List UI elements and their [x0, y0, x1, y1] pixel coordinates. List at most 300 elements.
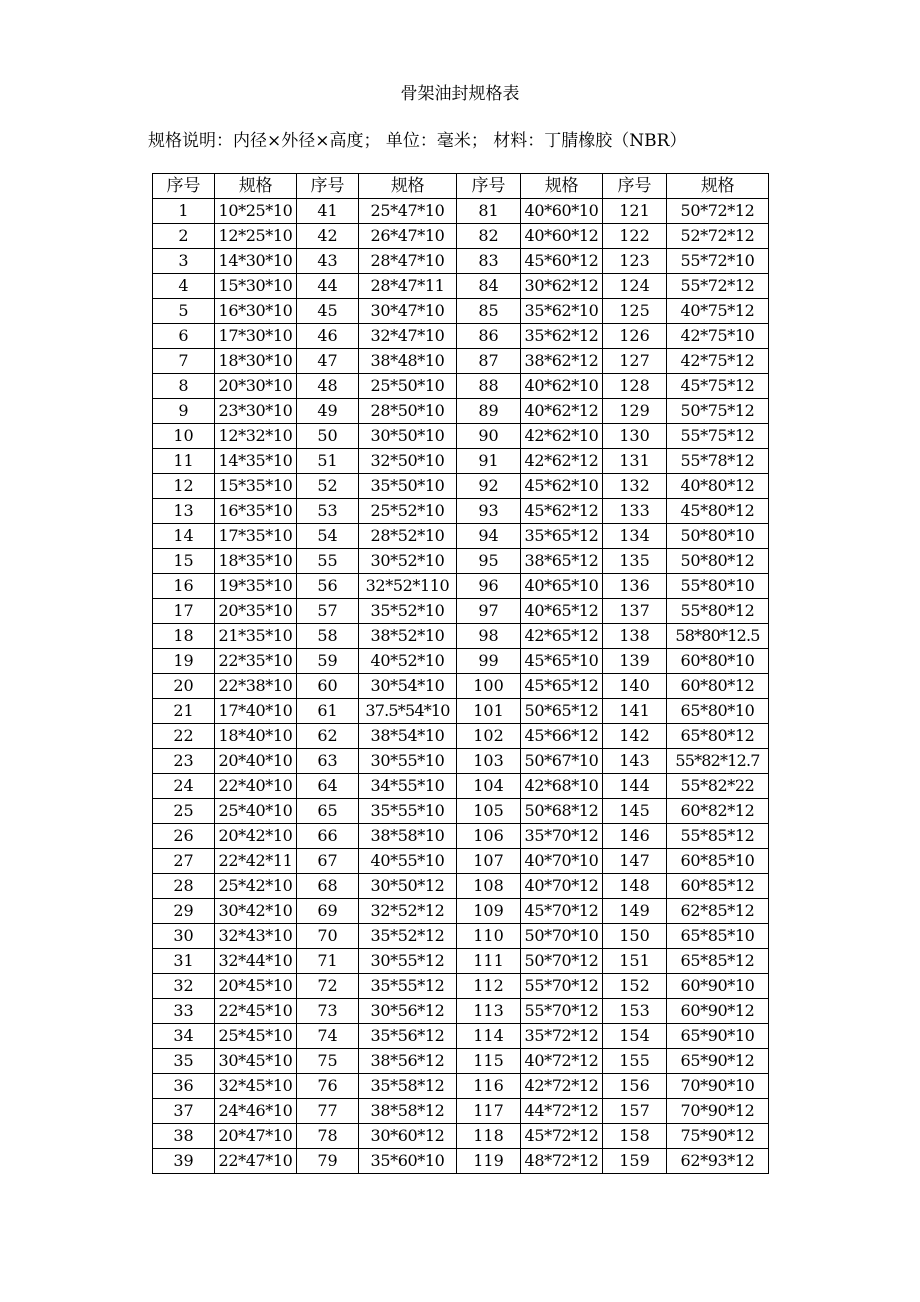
spec-cell: 40*65*10 — [521, 574, 603, 599]
spec-cell: 60*82*12 — [667, 799, 769, 824]
row-index-cell: 85 — [457, 299, 521, 324]
spec-cell: 17*40*10 — [215, 699, 297, 724]
table-row — [153, 649, 769, 674]
header-spec: 规格 — [667, 174, 769, 199]
spec-cell: 12*25*10 — [215, 224, 297, 249]
table-row — [153, 1049, 769, 1074]
table-row — [153, 1149, 769, 1174]
row-index-cell: 77 — [297, 1099, 359, 1124]
row-index-cell: 136 — [603, 574, 667, 599]
spec-cell: 42*75*12 — [667, 349, 769, 374]
row-index-cell: 108 — [457, 874, 521, 899]
table-row — [153, 924, 769, 949]
spec-cell: 55*72*12 — [667, 274, 769, 299]
header-index: 序号 — [457, 174, 521, 199]
row-index-cell: 83 — [457, 249, 521, 274]
spec-cell: 40*52*10 — [359, 649, 457, 674]
table-row — [153, 1124, 769, 1149]
row-index-cell: 47 — [297, 349, 359, 374]
spec-cell: 45*70*12 — [521, 899, 603, 924]
row-index-cell: 147 — [603, 849, 667, 874]
row-index-cell: 56 — [297, 574, 359, 599]
spec-cell: 22*38*10 — [215, 674, 297, 699]
table-row — [153, 874, 769, 899]
spec-cell: 22*42*11 — [215, 849, 297, 874]
spec-cell: 19*35*10 — [215, 574, 297, 599]
spec-cell: 60*90*10 — [667, 974, 769, 999]
spec-description: 规格说明：内径×外径×高度； 单位：毫米； 材料：丁腈橡胶（NBR） — [148, 131, 687, 151]
table-row — [153, 899, 769, 924]
spec-cell: 40*55*10 — [359, 849, 457, 874]
row-index-cell: 69 — [297, 899, 359, 924]
spec-cell: 60*85*12 — [667, 874, 769, 899]
row-index-cell: 79 — [297, 1149, 359, 1174]
row-index-cell: 11 — [153, 449, 215, 474]
spec-cell: 55*78*12 — [667, 449, 769, 474]
spec-cell: 14*35*10 — [215, 449, 297, 474]
table-row — [153, 699, 769, 724]
spec-cell: 30*54*10 — [359, 674, 457, 699]
spec-cell: 55*82*12.7 — [667, 749, 769, 774]
table-row — [153, 474, 769, 499]
row-index-cell: 55 — [297, 549, 359, 574]
table-row — [153, 274, 769, 299]
row-index-cell: 106 — [457, 824, 521, 849]
row-index-cell: 76 — [297, 1074, 359, 1099]
spec-cell: 17*30*10 — [215, 324, 297, 349]
row-index-cell: 142 — [603, 724, 667, 749]
spec-cell: 75*90*12 — [667, 1124, 769, 1149]
row-index-cell: 50 — [297, 424, 359, 449]
spec-cell: 40*80*12 — [667, 474, 769, 499]
row-index-cell: 82 — [457, 224, 521, 249]
spec-cell: 50*70*12 — [521, 949, 603, 974]
table-row — [153, 399, 769, 424]
spec-cell: 35*62*12 — [521, 324, 603, 349]
row-index-cell: 152 — [603, 974, 667, 999]
row-index-cell: 74 — [297, 1024, 359, 1049]
spec-cell: 12*32*10 — [215, 424, 297, 449]
spec-cell: 45*60*12 — [521, 249, 603, 274]
row-index-cell: 48 — [297, 374, 359, 399]
row-index-cell: 14 — [153, 524, 215, 549]
spec-cell: 35*65*12 — [521, 524, 603, 549]
row-index-cell: 100 — [457, 674, 521, 699]
row-index-cell: 6 — [153, 324, 215, 349]
row-index-cell: 20 — [153, 674, 215, 699]
spec-cell: 18*35*10 — [215, 549, 297, 574]
spec-cell: 38*62*12 — [521, 349, 603, 374]
spec-cell: 45*72*12 — [521, 1124, 603, 1149]
row-index-cell: 1 — [153, 199, 215, 224]
row-index-cell: 52 — [297, 474, 359, 499]
row-index-cell: 102 — [457, 724, 521, 749]
table-header — [153, 174, 769, 199]
row-index-cell: 2 — [153, 224, 215, 249]
spec-cell: 50*65*12 — [521, 699, 603, 724]
spec-cell: 42*75*10 — [667, 324, 769, 349]
row-index-cell: 43 — [297, 249, 359, 274]
spec-cell: 38*65*12 — [521, 549, 603, 574]
spec-cell: 50*67*10 — [521, 749, 603, 774]
row-index-cell: 62 — [297, 724, 359, 749]
table-row — [153, 674, 769, 699]
row-index-cell: 95 — [457, 549, 521, 574]
spec-cell: 15*30*10 — [215, 274, 297, 299]
spec-cell: 55*85*12 — [667, 824, 769, 849]
row-index-cell: 117 — [457, 1099, 521, 1124]
row-index-cell: 12 — [153, 474, 215, 499]
spec-cell: 55*82*22 — [667, 774, 769, 799]
spec-cell: 24*46*10 — [215, 1099, 297, 1124]
spec-cell: 18*40*10 — [215, 724, 297, 749]
spec-cell: 38*56*12 — [359, 1049, 457, 1074]
spec-cell: 26*47*10 — [359, 224, 457, 249]
table-row — [153, 849, 769, 874]
spec-cell: 22*35*10 — [215, 649, 297, 674]
spec-cell: 42*72*12 — [521, 1074, 603, 1099]
table-row — [153, 549, 769, 574]
row-index-cell: 41 — [297, 199, 359, 224]
row-index-cell: 49 — [297, 399, 359, 424]
row-index-cell: 155 — [603, 1049, 667, 1074]
header-spec: 规格 — [359, 174, 457, 199]
row-index-cell: 29 — [153, 899, 215, 924]
spec-cell: 20*30*10 — [215, 374, 297, 399]
row-index-cell: 67 — [297, 849, 359, 874]
spec-cell: 32*52*12 — [359, 899, 457, 924]
row-index-cell: 9 — [153, 399, 215, 424]
spec-cell: 50*70*10 — [521, 924, 603, 949]
row-index-cell: 19 — [153, 649, 215, 674]
spec-cell: 42*68*10 — [521, 774, 603, 799]
spec-cell: 35*56*12 — [359, 1024, 457, 1049]
spec-cell: 42*62*10 — [521, 424, 603, 449]
spec-cell: 32*43*10 — [215, 924, 297, 949]
row-index-cell: 32 — [153, 974, 215, 999]
row-index-cell: 64 — [297, 774, 359, 799]
table-row — [153, 224, 769, 249]
spec-cell: 35*70*12 — [521, 824, 603, 849]
row-index-cell: 4 — [153, 274, 215, 299]
row-index-cell: 91 — [457, 449, 521, 474]
spec-cell: 25*52*10 — [359, 499, 457, 524]
spec-cell: 30*50*10 — [359, 424, 457, 449]
row-index-cell: 5 — [153, 299, 215, 324]
row-index-cell: 27 — [153, 849, 215, 874]
row-index-cell: 96 — [457, 574, 521, 599]
row-index-cell: 126 — [603, 324, 667, 349]
spec-cell: 48*72*12 — [521, 1149, 603, 1174]
spec-cell: 52*72*12 — [667, 224, 769, 249]
row-index-cell: 81 — [457, 199, 521, 224]
row-index-cell: 13 — [153, 499, 215, 524]
spec-cell: 45*65*12 — [521, 674, 603, 699]
spec-cell: 38*52*10 — [359, 624, 457, 649]
spec-cell: 30*45*10 — [215, 1049, 297, 1074]
row-index-cell: 116 — [457, 1074, 521, 1099]
spec-cell: 45*65*10 — [521, 649, 603, 674]
row-index-cell: 31 — [153, 949, 215, 974]
row-index-cell: 104 — [457, 774, 521, 799]
row-index-cell: 59 — [297, 649, 359, 674]
row-index-cell: 88 — [457, 374, 521, 399]
row-index-cell: 38 — [153, 1124, 215, 1149]
table-row — [153, 624, 769, 649]
row-index-cell: 86 — [457, 324, 521, 349]
spec-cell: 30*42*10 — [215, 899, 297, 924]
header-spec: 规格 — [215, 174, 297, 199]
row-index-cell: 134 — [603, 524, 667, 549]
row-index-cell: 143 — [603, 749, 667, 774]
table-row — [153, 374, 769, 399]
spec-cell: 65*90*12 — [667, 1049, 769, 1074]
header-index: 序号 — [297, 174, 359, 199]
spec-cell: 44*72*12 — [521, 1099, 603, 1124]
spec-cell: 35*60*10 — [359, 1149, 457, 1174]
row-index-cell: 37 — [153, 1099, 215, 1124]
spec-cell: 34*55*10 — [359, 774, 457, 799]
spec-cell: 38*58*10 — [359, 824, 457, 849]
spec-cell: 20*40*10 — [215, 749, 297, 774]
row-index-cell: 89 — [457, 399, 521, 424]
row-index-cell: 109 — [457, 899, 521, 924]
row-index-cell: 123 — [603, 249, 667, 274]
spec-cell: 37.5*54*10 — [359, 699, 457, 724]
row-index-cell: 128 — [603, 374, 667, 399]
spec-cell: 22*45*10 — [215, 999, 297, 1024]
row-index-cell: 135 — [603, 549, 667, 574]
row-index-cell: 44 — [297, 274, 359, 299]
table-row — [153, 599, 769, 624]
row-index-cell: 57 — [297, 599, 359, 624]
table-row — [153, 949, 769, 974]
spec-cell: 35*55*12 — [359, 974, 457, 999]
row-index-cell: 101 — [457, 699, 521, 724]
row-index-cell: 51 — [297, 449, 359, 474]
spec-cell: 40*62*12 — [521, 399, 603, 424]
spec-cell: 20*45*10 — [215, 974, 297, 999]
page-title: 骨架油封规格表 — [400, 84, 520, 104]
row-index-cell: 70 — [297, 924, 359, 949]
row-index-cell: 110 — [457, 924, 521, 949]
spec-cell: 32*45*10 — [215, 1074, 297, 1099]
row-index-cell: 141 — [603, 699, 667, 724]
row-index-cell: 23 — [153, 749, 215, 774]
header-index: 序号 — [603, 174, 667, 199]
row-index-cell: 124 — [603, 274, 667, 299]
spec-cell: 50*80*10 — [667, 524, 769, 549]
spec-cell: 45*80*12 — [667, 499, 769, 524]
spec-cell: 70*90*12 — [667, 1099, 769, 1124]
spec-cell: 50*68*12 — [521, 799, 603, 824]
row-index-cell: 138 — [603, 624, 667, 649]
row-index-cell: 98 — [457, 624, 521, 649]
row-index-cell: 122 — [603, 224, 667, 249]
row-index-cell: 16 — [153, 574, 215, 599]
spec-cell: 22*40*10 — [215, 774, 297, 799]
spec-cell: 45*75*12 — [667, 374, 769, 399]
spec-cell: 32*47*10 — [359, 324, 457, 349]
spec-cell: 30*55*12 — [359, 949, 457, 974]
row-index-cell: 68 — [297, 874, 359, 899]
spec-cell: 40*72*12 — [521, 1049, 603, 1074]
row-index-cell: 78 — [297, 1124, 359, 1149]
row-index-cell: 8 — [153, 374, 215, 399]
row-index-cell: 148 — [603, 874, 667, 899]
row-index-cell: 154 — [603, 1024, 667, 1049]
row-index-cell: 92 — [457, 474, 521, 499]
row-index-cell: 114 — [457, 1024, 521, 1049]
spec-cell: 60*80*12 — [667, 674, 769, 699]
spec-cell: 55*70*12 — [521, 999, 603, 1024]
row-index-cell: 53 — [297, 499, 359, 524]
spec-cell: 55*75*12 — [667, 424, 769, 449]
spec-cell: 35*58*12 — [359, 1074, 457, 1099]
spec-cell: 40*60*10 — [521, 199, 603, 224]
row-index-cell: 22 — [153, 724, 215, 749]
row-index-cell: 3 — [153, 249, 215, 274]
row-index-cell: 35 — [153, 1049, 215, 1074]
row-index-cell: 15 — [153, 549, 215, 574]
row-index-cell: 84 — [457, 274, 521, 299]
row-index-cell: 33 — [153, 999, 215, 1024]
spec-table — [152, 173, 769, 1174]
spec-cell: 16*35*10 — [215, 499, 297, 524]
spec-cell: 40*65*12 — [521, 599, 603, 624]
row-index-cell: 107 — [457, 849, 521, 874]
row-index-cell: 94 — [457, 524, 521, 549]
spec-cell: 32*50*10 — [359, 449, 457, 474]
header-row — [153, 174, 769, 199]
row-index-cell: 71 — [297, 949, 359, 974]
spec-cell: 40*60*12 — [521, 224, 603, 249]
spec-cell: 65*85*12 — [667, 949, 769, 974]
row-index-cell: 125 — [603, 299, 667, 324]
table-row — [153, 574, 769, 599]
spec-cell: 60*90*12 — [667, 999, 769, 1024]
spec-cell: 70*90*10 — [667, 1074, 769, 1099]
spec-cell: 15*35*10 — [215, 474, 297, 499]
row-index-cell: 113 — [457, 999, 521, 1024]
row-index-cell: 105 — [457, 799, 521, 824]
row-index-cell: 24 — [153, 774, 215, 799]
row-index-cell: 145 — [603, 799, 667, 824]
table-row — [153, 824, 769, 849]
spec-cell: 30*47*10 — [359, 299, 457, 324]
table-row — [153, 749, 769, 774]
table-row — [153, 974, 769, 999]
spec-cell: 55*80*10 — [667, 574, 769, 599]
row-index-cell: 18 — [153, 624, 215, 649]
table-row — [153, 999, 769, 1024]
spec-cell: 35*62*10 — [521, 299, 603, 324]
spec-cell: 45*66*12 — [521, 724, 603, 749]
spec-cell: 40*70*12 — [521, 874, 603, 899]
row-index-cell: 10 — [153, 424, 215, 449]
row-index-cell: 61 — [297, 699, 359, 724]
row-index-cell: 130 — [603, 424, 667, 449]
table-row — [153, 249, 769, 274]
spec-cell: 42*62*12 — [521, 449, 603, 474]
row-index-cell: 127 — [603, 349, 667, 374]
table-body — [153, 199, 769, 1174]
spec-cell: 25*50*10 — [359, 374, 457, 399]
row-index-cell: 118 — [457, 1124, 521, 1149]
row-index-cell: 58 — [297, 624, 359, 649]
spec-cell: 25*42*10 — [215, 874, 297, 899]
spec-cell: 25*45*10 — [215, 1024, 297, 1049]
table-row — [153, 774, 769, 799]
spec-cell: 62*85*12 — [667, 899, 769, 924]
spec-cell: 45*62*10 — [521, 474, 603, 499]
row-index-cell: 150 — [603, 924, 667, 949]
spec-cell: 50*72*12 — [667, 199, 769, 224]
table-row — [153, 449, 769, 474]
spec-cell: 22*47*10 — [215, 1149, 297, 1174]
table-row — [153, 499, 769, 524]
header-index: 序号 — [153, 174, 215, 199]
spec-cell: 50*80*12 — [667, 549, 769, 574]
row-index-cell: 133 — [603, 499, 667, 524]
spec-cell: 40*75*12 — [667, 299, 769, 324]
table-row — [153, 1024, 769, 1049]
spec-cell: 62*93*12 — [667, 1149, 769, 1174]
row-index-cell: 34 — [153, 1024, 215, 1049]
row-index-cell: 87 — [457, 349, 521, 374]
row-index-cell: 159 — [603, 1149, 667, 1174]
spec-cell: 38*54*10 — [359, 724, 457, 749]
row-index-cell: 73 — [297, 999, 359, 1024]
spec-cell: 14*30*10 — [215, 249, 297, 274]
row-index-cell: 99 — [457, 649, 521, 674]
row-index-cell: 146 — [603, 824, 667, 849]
table-row — [153, 324, 769, 349]
spec-cell: 40*62*10 — [521, 374, 603, 399]
row-index-cell: 17 — [153, 599, 215, 624]
table-row — [153, 424, 769, 449]
spec-cell: 32*44*10 — [215, 949, 297, 974]
spec-cell: 30*60*12 — [359, 1124, 457, 1149]
row-index-cell: 97 — [457, 599, 521, 624]
row-index-cell: 144 — [603, 774, 667, 799]
row-index-cell: 131 — [603, 449, 667, 474]
row-index-cell: 137 — [603, 599, 667, 624]
row-index-cell: 132 — [603, 474, 667, 499]
row-index-cell: 46 — [297, 324, 359, 349]
row-index-cell: 149 — [603, 899, 667, 924]
spec-cell: 17*35*10 — [215, 524, 297, 549]
spec-cell: 35*55*10 — [359, 799, 457, 824]
row-index-cell: 111 — [457, 949, 521, 974]
row-index-cell: 156 — [603, 1074, 667, 1099]
table-row — [153, 1074, 769, 1099]
spec-cell: 18*30*10 — [215, 349, 297, 374]
table-row — [153, 299, 769, 324]
spec-cell: 60*85*10 — [667, 849, 769, 874]
spec-cell: 28*52*10 — [359, 524, 457, 549]
spec-cell: 20*42*10 — [215, 824, 297, 849]
row-index-cell: 153 — [603, 999, 667, 1024]
spec-cell: 30*50*12 — [359, 874, 457, 899]
spec-cell: 58*80*12.5 — [667, 624, 769, 649]
row-index-cell: 42 — [297, 224, 359, 249]
row-index-cell: 129 — [603, 399, 667, 424]
row-index-cell: 140 — [603, 674, 667, 699]
row-index-cell: 63 — [297, 749, 359, 774]
row-index-cell: 26 — [153, 824, 215, 849]
row-index-cell: 28 — [153, 874, 215, 899]
